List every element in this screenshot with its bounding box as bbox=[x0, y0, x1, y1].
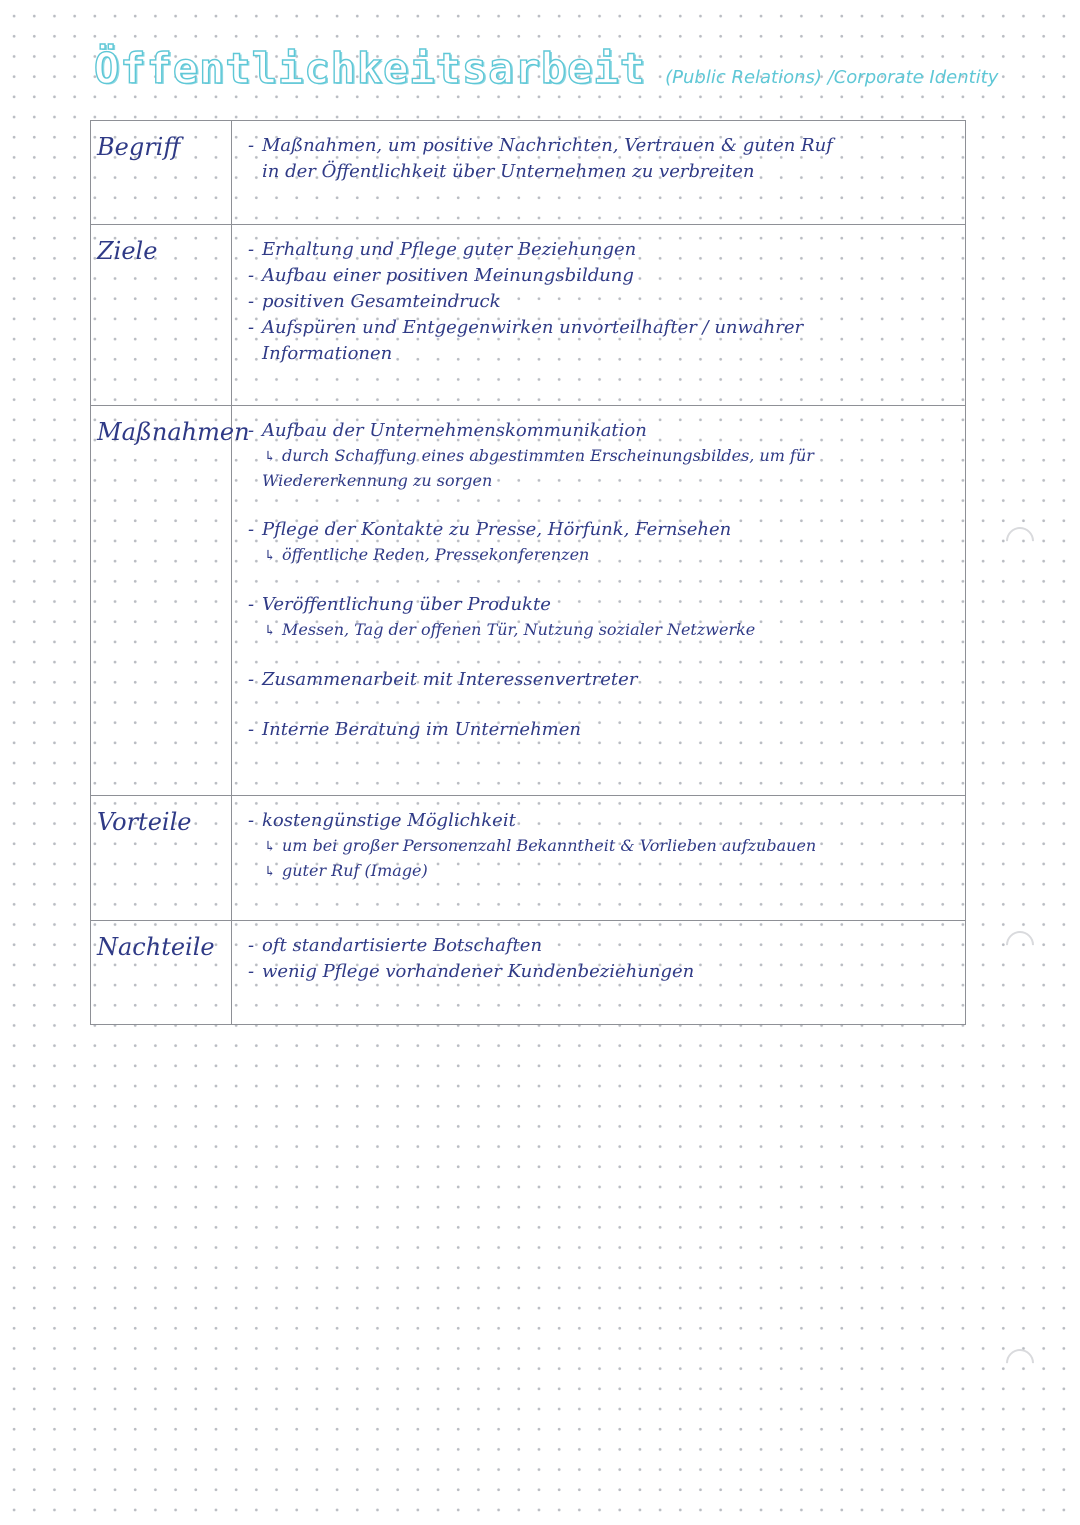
punch-hole-icon bbox=[1000, 925, 1040, 965]
dash-marker: - bbox=[248, 961, 255, 982]
item-text: positiven Gesamteindruck bbox=[262, 291, 501, 312]
sub-item-text: durch Schaffung eines abgestimmten Erscheinungsbildes, um für bbox=[282, 446, 814, 465]
item-text: Interne Beratung im Unternehmen bbox=[262, 719, 581, 740]
item-continuation: in der Öffentlichkeit über Unternehmen zu verbreiten bbox=[262, 161, 755, 182]
page-subtitle: (Public Relations) /Corporate Identity bbox=[665, 67, 999, 88]
item-continuation: Informationen bbox=[262, 343, 393, 364]
page-header bbox=[94, 44, 1054, 104]
sub-item-text: um bei großer Personenzahl Bekanntheit & Vorlieben aufzubauen bbox=[282, 836, 817, 855]
list-item bbox=[248, 133, 945, 159]
item-text: Maßnahmen, um positive Nachrichten, Vertrauen & guten Ruf bbox=[262, 135, 833, 156]
list-item bbox=[248, 717, 945, 743]
sub-item-continuation: Wiedererkennung zu sorgen bbox=[262, 471, 493, 490]
arrow-icon: ↳ bbox=[264, 449, 276, 465]
row-content-nachteile bbox=[232, 921, 966, 1025]
dash-marker: - bbox=[248, 135, 255, 156]
arrow-icon: ↳ bbox=[264, 864, 276, 880]
sub-item bbox=[248, 859, 945, 884]
sub-item bbox=[248, 543, 945, 568]
row-content-ziele bbox=[232, 225, 966, 406]
punch-hole-icon bbox=[1000, 1343, 1040, 1383]
row-label-massnahmen: Maßnahmen bbox=[91, 406, 232, 796]
dash-marker: - bbox=[248, 810, 255, 831]
sub-item-text: öffentliche Reden, Pressekonferenzen bbox=[282, 545, 590, 564]
punch-hole-icon bbox=[1000, 521, 1040, 561]
item-text: Zusammenarbeit mit Interessenvertreter bbox=[262, 669, 638, 690]
arrow-icon: ↳ bbox=[264, 623, 276, 639]
dash-marker: - bbox=[248, 317, 255, 338]
item-text: Aufbau einer positiven Meinungsbildung bbox=[262, 265, 634, 286]
dash-marker: - bbox=[248, 265, 255, 286]
row-begriff bbox=[91, 121, 966, 225]
list-item bbox=[248, 808, 945, 834]
item-text: Aufbau der Unternehmenskommunikation bbox=[262, 420, 647, 441]
list-item bbox=[248, 418, 945, 444]
sub-item-text: guter Ruf (Image) bbox=[282, 861, 428, 880]
row-label-nachteile: Nachteile bbox=[91, 921, 232, 1025]
row-content-massnahmen bbox=[232, 406, 966, 796]
row-label-begriff: Begriff bbox=[91, 121, 232, 225]
item-text: wenig Pflege vorhandener Kundenbeziehungen bbox=[262, 961, 695, 982]
row-label-ziele: Ziele bbox=[91, 225, 232, 406]
sub-item bbox=[248, 618, 945, 643]
sub-item-text: Messen, Tag der offenen Tür, Nutzung sozialer Netzwerke bbox=[282, 620, 756, 639]
dash-marker: - bbox=[248, 669, 255, 690]
list-item bbox=[248, 315, 945, 341]
list-item bbox=[248, 237, 945, 263]
row-massnahmen bbox=[91, 406, 966, 796]
item-text: Erhaltung und Pflege guter Beziehungen bbox=[262, 239, 637, 260]
dash-marker: - bbox=[248, 239, 255, 260]
notes-table bbox=[90, 120, 966, 1025]
dash-marker: - bbox=[248, 519, 255, 540]
list-item bbox=[248, 933, 945, 959]
dash-marker: - bbox=[248, 935, 255, 956]
sub-item bbox=[248, 834, 945, 859]
item-text: Veröffentlichung über Produkte bbox=[262, 594, 551, 615]
row-label-vorteile: Vorteile bbox=[91, 796, 232, 921]
sub-item bbox=[248, 444, 945, 469]
arrow-icon: ↳ bbox=[264, 548, 276, 564]
list-item bbox=[248, 263, 945, 289]
dash-marker: - bbox=[248, 291, 255, 312]
row-nachteile bbox=[91, 921, 966, 1025]
row-ziele bbox=[91, 225, 966, 406]
list-item bbox=[248, 517, 945, 543]
dash-marker: - bbox=[248, 719, 255, 740]
row-content-begriff bbox=[232, 121, 966, 225]
row-content-vorteile bbox=[232, 796, 966, 921]
arrow-icon: ↳ bbox=[264, 839, 276, 855]
dash-marker: - bbox=[248, 420, 255, 441]
list-item bbox=[248, 289, 945, 315]
item-text: Pflege der Kontakte zu Presse, Hörfunk, Fernsehen bbox=[262, 519, 732, 540]
list-item bbox=[248, 667, 945, 693]
list-item bbox=[248, 959, 945, 985]
item-text: Aufspüren und Entgegenwirken unvorteilhafter / unwahrer bbox=[262, 317, 804, 338]
list-item bbox=[248, 592, 945, 618]
dash-marker: - bbox=[248, 594, 255, 615]
page-title: Öffentlichkeitsarbeit bbox=[94, 44, 647, 93]
row-vorteile bbox=[91, 796, 966, 921]
item-text: kostengünstige Möglichkeit bbox=[262, 810, 516, 831]
item-text: oft standartisierte Botschaften bbox=[262, 935, 543, 956]
